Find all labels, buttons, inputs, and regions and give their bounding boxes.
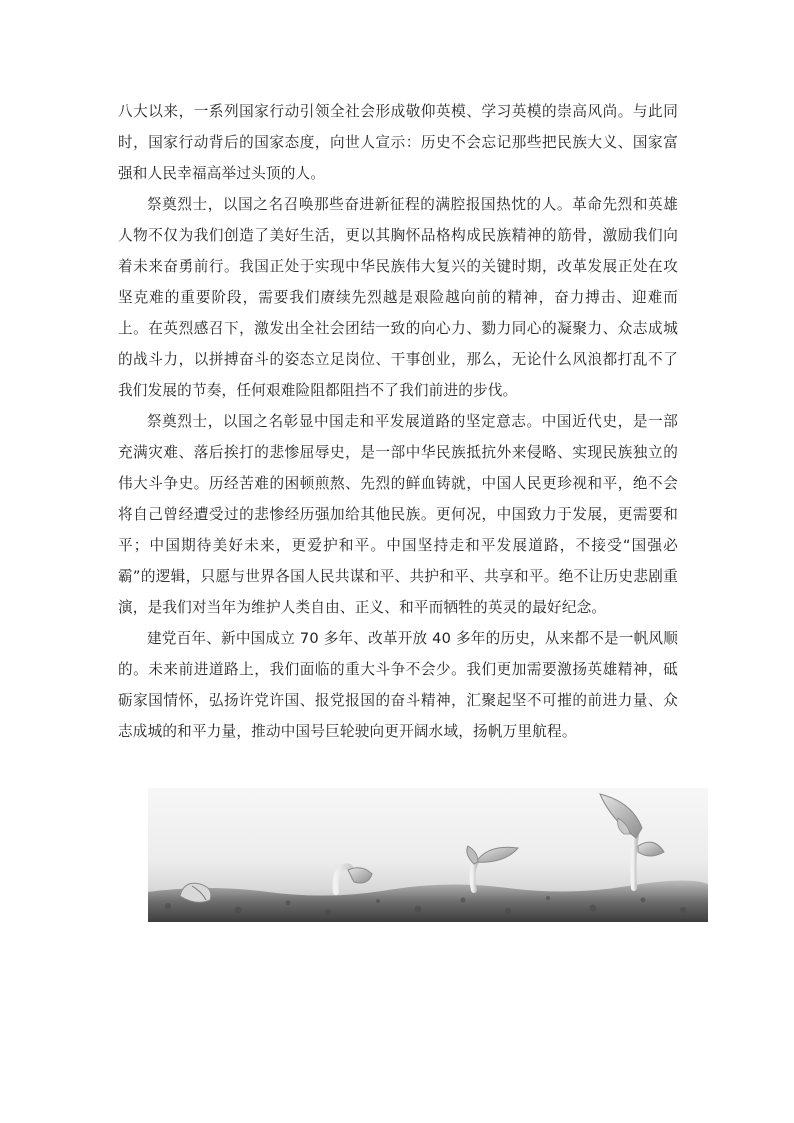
seedling-4 [600, 794, 664, 888]
seedling-3 [467, 846, 518, 890]
seedling-2 [336, 866, 372, 892]
paragraph-2: 祭奠烈士，以国之名召唤那些奋进新征程的满腔报国热忱的人。革命先烈和英雄人物不仅为我们创造了美好生活，更以其胸怀品格构成民族精神的筋骨，激励我们向着未来奋勇前行。我国正处于实现中华民族伟大复兴的关键时期，改革发展正处在攻坚克难的重要阶段，需要我们赓续先烈越是艰险越向前的精神，奋力搏击、迎难而上。在英烈感召下，激发出全社会团结一致的向心力、勠力同心的凝聚力、众志成城的战斗力，以拼搏奋斗的姿态立足岗位、干事创业，那么，无论什么风浪都打乱不了我们发展的节奏，任何艰难险阻都阻挡不了我们前进的步伐。 [118, 196, 678, 399]
paragraph-3: 祭奠烈士，以国之名彰显中国走和平发展道路的坚定意志。中国近代史，是一部充满灾难、落后挨打的悲惨屈辱史，是一部中华民族抵抗外来侵略、实现民族独立的伟大斗争史。历经苦难的困顿煎熬、先烈的鲜血铸就，中国人民更珍视和平，绝不会将自己曾经遭受过的悲惨经历强加给其他民族。更何况，中国致力于发展，更需要和平；中国期待美好未来，更爱护和平。中国坚持走和平发展道路，不接受“国强必霸”的逻辑，只愿与世界各国人民共谋和平、共护和平、共享和平。绝不让历史悲剧重演，是我们对当年为维护人类自由、正义、和平而牺牲的英灵的最好纪念。 [118, 413, 678, 616]
article-body [118, 96, 678, 747]
paragraph-1: 八大以来，一系列国家行动引领全社会形成敬仰英模、学习英模的崇高风尚。与此同时，国家行动背后的国家态度，向世人宣示：历史不会忘记那些把民族大义、国家富强和人民幸福高举过头顶的人。 [118, 103, 678, 182]
seedlings-image [148, 788, 708, 922]
soil-ground [148, 880, 708, 922]
paragraph-4: 建党百年、新中国成立 70 多年、改革开放 40 多年的历史，从来都不是一帆风顺的。未来前进道路上，我们面临的重大斗争不会少。我们更加需要激扬英雄精神，砥砺家国情怀，弘扬许党许国、报党报国的奋斗精神，汇聚起坚不可摧的前进力量、众志成城的和平力量，推动中国号巨轮驶向更开阔水域，扬帆万里航程。 [118, 630, 678, 740]
seedlings-illustration [148, 788, 708, 922]
